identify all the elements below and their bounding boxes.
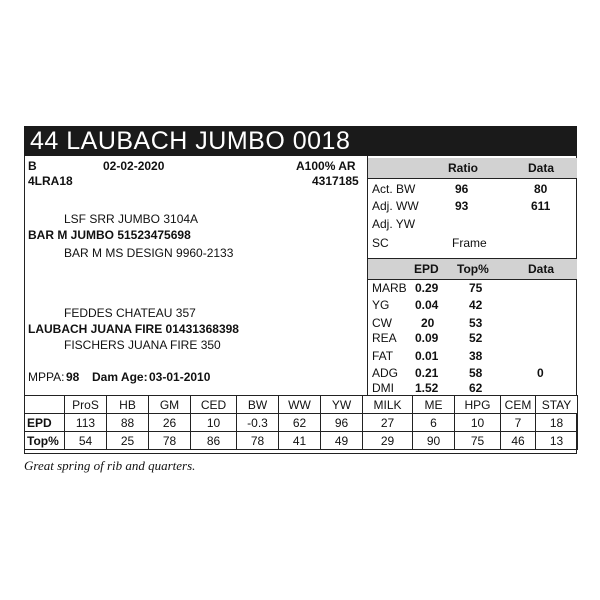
- sire-dam: BAR M MS DESIGN 9960-2133: [64, 246, 234, 260]
- epd-cell: 113: [65, 414, 107, 432]
- carcass-row-epd: 0.21: [415, 366, 439, 380]
- carcass-row-top: 52: [469, 331, 483, 345]
- top-cell: 75: [455, 432, 501, 450]
- top-row-label: Top%: [25, 432, 65, 450]
- sire: BAR M JUMBO 51523475698: [28, 228, 191, 242]
- epd-table-header-row: [25, 396, 578, 414]
- ratio-row-ratio: 93: [455, 199, 469, 213]
- top-cell: 46: [501, 432, 536, 450]
- birth-date: 02-02-2020: [103, 159, 165, 173]
- carcass-top-header: Top%: [457, 262, 489, 276]
- carcass-row-label: REA: [372, 331, 397, 345]
- carcass-row-label: MARB: [372, 281, 407, 295]
- epd-row: [25, 414, 578, 432]
- col-header: BW: [237, 396, 279, 414]
- top-cell: 41: [279, 432, 321, 450]
- top-cell: 29: [363, 432, 413, 450]
- carcass-row-label: ADG: [372, 366, 399, 380]
- dam: LAUBACH JUANA FIRE 01431368398: [28, 322, 239, 336]
- epd-cell: 88: [107, 414, 149, 432]
- carcass-row-top: 42: [469, 298, 483, 312]
- epd-cell: 18: [536, 414, 578, 432]
- data-col-header: Data: [528, 161, 555, 175]
- carcass-row-epd: 0.29: [415, 281, 439, 295]
- carcass-row-epd: 1.52: [415, 381, 439, 395]
- epd-cell: 10: [455, 414, 501, 432]
- col-header: WW: [279, 396, 321, 414]
- col-header: HB: [107, 396, 149, 414]
- col-header: MILK: [363, 396, 413, 414]
- ratio-col-header: Ratio: [448, 161, 478, 175]
- ratio-header-line: [367, 178, 577, 179]
- ratio-row-data: 80: [534, 182, 548, 196]
- epd-cell: 10: [191, 414, 237, 432]
- carcass-row-label: CW: [372, 316, 392, 330]
- col-header: YW: [321, 396, 363, 414]
- mppa-value: 98: [66, 370, 80, 384]
- carcass-row-label: FAT: [372, 349, 394, 363]
- epd-cell: -0.3: [237, 414, 279, 432]
- col-header: HPG: [455, 396, 501, 414]
- reg-number: 4317185: [312, 174, 359, 188]
- mppa-label: MPPA:: [28, 370, 65, 384]
- top-cell: 25: [107, 432, 149, 450]
- sex: B: [28, 159, 37, 173]
- epd-row-label: EPD: [25, 414, 65, 432]
- breed: A100% AR: [296, 159, 356, 173]
- title-bar: [24, 126, 577, 156]
- carcass-row-top: 75: [469, 281, 483, 295]
- top-percent-row: [25, 432, 578, 450]
- carcass-row-epd: 0.04: [415, 298, 439, 312]
- top-cell: 86: [191, 432, 237, 450]
- dam-age-value: 03-01-2010: [149, 370, 211, 384]
- ratio-row-label: Adj. WW: [372, 199, 419, 213]
- top-cell: 54: [65, 432, 107, 450]
- ratio-row-label: Adj. YW: [372, 217, 416, 231]
- ratio-row-data: 611: [531, 199, 551, 213]
- col-header: STAY: [536, 396, 578, 414]
- tattoo: 4LRA18: [28, 174, 73, 188]
- top-cell: 90: [413, 432, 455, 450]
- col-header: ME: [413, 396, 455, 414]
- carcass-row-epd: 0.09: [415, 331, 439, 345]
- epd-cell: 6: [413, 414, 455, 432]
- carcass-row-data: 0: [537, 366, 544, 380]
- frame-label: Frame: [452, 236, 487, 250]
- ratio-row-ratio: 96: [455, 182, 469, 196]
- col-header: CEM: [501, 396, 536, 414]
- carcass-row-epd: 0.01: [415, 349, 439, 363]
- col-header: GM: [149, 396, 191, 414]
- carcass-header-line: [367, 279, 577, 280]
- lot-title: 44 LAUBACH JUMBO 0018: [30, 127, 351, 155]
- sire-sire: LSF SRR JUMBO 3104A: [64, 212, 199, 226]
- carcass-row-top: 38: [469, 349, 483, 363]
- epd-cell: 62: [279, 414, 321, 432]
- top-cell: 78: [149, 432, 191, 450]
- col-header: ProS: [65, 396, 107, 414]
- epd-cell: 7: [501, 414, 536, 432]
- carcass-data-header: Data: [528, 262, 555, 276]
- carcass-row-epd: 20: [421, 316, 435, 330]
- dam-age-label: Dam Age:: [92, 370, 148, 384]
- carcass-epd-header: EPD: [414, 262, 439, 276]
- top-cell: 78: [237, 432, 279, 450]
- comment: Great spring of rib and quarters.: [24, 458, 196, 473]
- dam-dam: FISCHERS JUANA FIRE 350: [64, 338, 221, 352]
- top-cell: 49: [321, 432, 363, 450]
- carcass-row-top: 62: [469, 381, 483, 395]
- carcass-row-top: 58: [469, 366, 483, 380]
- epd-cell: 26: [149, 414, 191, 432]
- epd-table: [24, 395, 578, 450]
- dam-sire: FEDDES CHATEAU 357: [64, 306, 196, 320]
- carcass-row-label: DMI: [372, 381, 394, 395]
- epd-cell: 96: [321, 414, 363, 432]
- ratio-row-label: SC: [372, 236, 389, 250]
- top-cell: 13: [536, 432, 578, 450]
- carcass-row-top: 53: [469, 316, 483, 330]
- ratio-row-label: Act. BW: [372, 182, 416, 196]
- table-corner: [25, 396, 65, 414]
- carcass-row-label: YG: [372, 298, 390, 312]
- col-header: CED: [191, 396, 237, 414]
- epd-cell: 27: [363, 414, 413, 432]
